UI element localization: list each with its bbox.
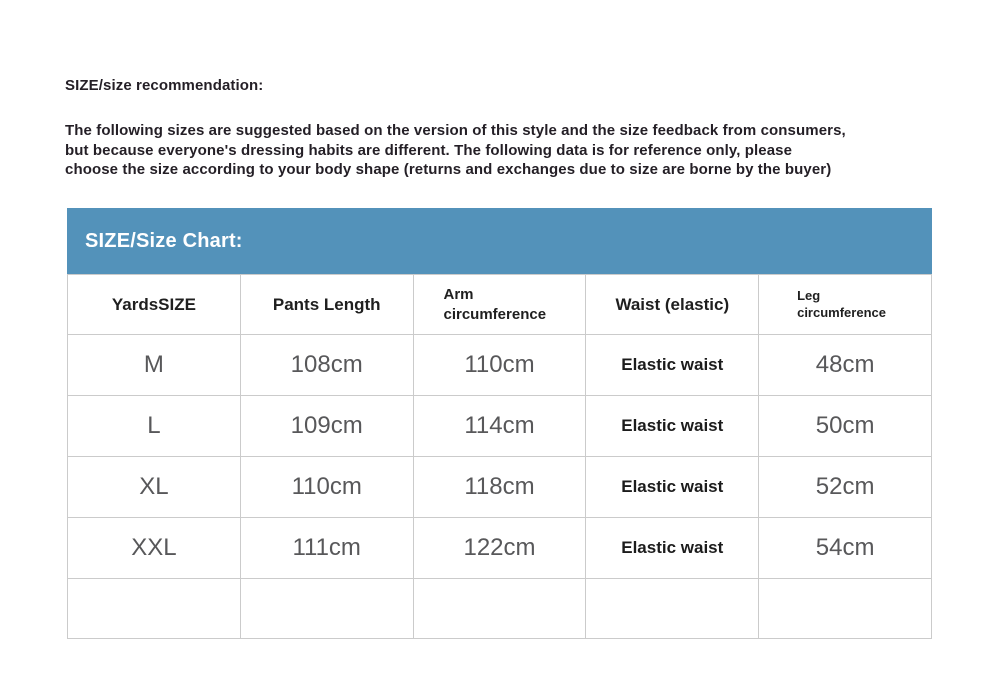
size-recommendation-heading: SIZE/size recommendation: [65,77,264,94]
table-cell: Elastic waist [586,457,759,518]
size-table-body [68,335,932,579]
table-cell: 110cm [240,457,413,518]
empty-cell [759,579,932,639]
disclaimer-line-1: The following sizes are suggested based on the version of this style and the size feedback from consumers, [65,122,846,139]
table-row [68,457,932,518]
empty-cell [240,579,413,639]
disclaimer-line-3: choose the size according to your body shape (returns and exchanges due to size are borne by the buyer) [65,161,832,178]
column-header-pants-length: Pants Length [240,275,413,335]
table-cell: 52cm [759,457,932,518]
leg-circumference-label: Leg circumference [797,288,886,320]
table-cell: Elastic waist [586,335,759,396]
table-cell: 48cm [759,335,932,396]
column-header-waist: Waist (elastic) [586,275,759,335]
column-header-leg-circumference [759,275,932,335]
table-cell: 110cm [413,335,586,396]
table-cell: 109cm [240,396,413,457]
empty-cell [68,579,241,639]
size-table-empty-section [68,579,932,639]
table-cell: XL [68,457,241,518]
table-cell: 111cm [240,518,413,579]
table-cell: 50cm [759,396,932,457]
table-row [68,518,932,579]
size-chart-header-bar [67,208,932,274]
table-row [68,396,932,457]
table-cell: Elastic waist [586,518,759,579]
column-header-size: YardsSIZE [68,275,241,335]
table-cell: 114cm [413,396,586,457]
table-cell: XXL [68,518,241,579]
arm-circumference-label: Arm circumference [443,285,547,323]
empty-row [68,579,932,639]
disclaimer-line-2: but because everyone's dressing habits are different. The following data is for reference only, please [65,141,793,159]
table-cell: 118cm [413,457,586,518]
header-row [68,275,932,335]
empty-cell [586,579,759,639]
size-table-header [68,275,932,335]
table-cell: 122cm [413,518,586,579]
column-header-arm-circumference [413,275,586,335]
table-row [68,335,932,396]
table-cell: L [68,396,241,457]
table-cell: Elastic waist [586,396,759,457]
table-cell: 54cm [759,518,932,579]
table-cell: 108cm [240,335,413,396]
size-chart-table [67,274,932,639]
table-cell: M [68,335,241,396]
size-chart-title: SIZE/Size Chart: [85,229,243,252]
size-disclaimer-text [65,121,846,180]
empty-cell [413,579,586,639]
